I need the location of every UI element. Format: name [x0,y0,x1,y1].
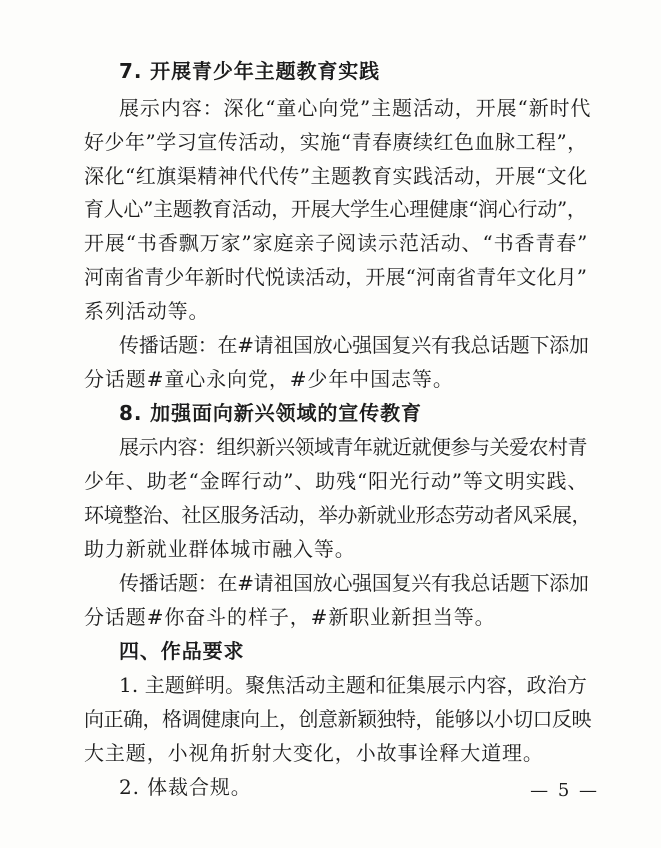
paragraph-line: 河南省青少年新时代悦读活动，开展“河南省青年文化月” [84,265,588,289]
paragraph-line: 开展“书香飘万家”家庭亲子阅读示范活动、“书香青春” [84,231,589,255]
paragraph-line: 少年、助老“金晖行动”、助残“阳光行动”等文明实践、 [84,469,589,493]
page-number: — 5 — [530,780,599,801]
paragraph-line: 传播话题：在#请祖国放心强国复兴有我总话题下添加 [119,571,589,595]
section-heading-8: 8. 加强面向新兴领域的宣传教育 [119,401,422,425]
paragraph-line: 分话题#你奋斗的样子，#新职业新担当等。 [84,605,496,629]
paragraph-line: 大主题，小视角折射大变化，小故事诠释大道理。 [84,741,544,765]
paragraph-line: 1. 主题鲜明。聚焦活动主题和征集展示内容，政治方 [119,673,587,697]
paragraph-line: 环境整治、社区服务活动，举办新就业形态劳动者风采展， [84,503,591,527]
section-heading-7: 7. 开展青少年主题教育实践 [119,59,381,83]
paragraph-line: 展示内容：组织新兴领域青年就近就便参与关爱农村青 [119,435,587,459]
paragraph-line: 助力新就业群体城市融入等。 [84,537,356,561]
paragraph-line: 传播话题：在#请祖国放心强国复兴有我总话题下添加 [119,333,589,357]
paragraph-line: 系列活动等。 [84,299,210,323]
paragraph-line: 分话题#童心永向党，#少年中国志等。 [84,367,454,391]
paragraph-line: 2. 体裁合规。 [119,775,252,799]
paragraph-line: 好少年”学习宣传活动，实施“青春赓续红色血脉工程”， [84,130,588,154]
paragraph-line: 向正确，格调健康向上，创意新颖独特，能够以小切口反映 [84,707,591,731]
paragraph-line: 展示内容：深化“童心向党”主题活动，开展“新时代 [119,96,592,120]
section-heading-4: 四、作品要求 [119,639,245,663]
paragraph-line: 深化“红旗渠精神代代传”主题教育实践活动，开展“文化 [84,164,588,188]
paragraph-line: 育人心”主题教育活动，开展大学生心理健康“润心行动”， [84,197,587,221]
